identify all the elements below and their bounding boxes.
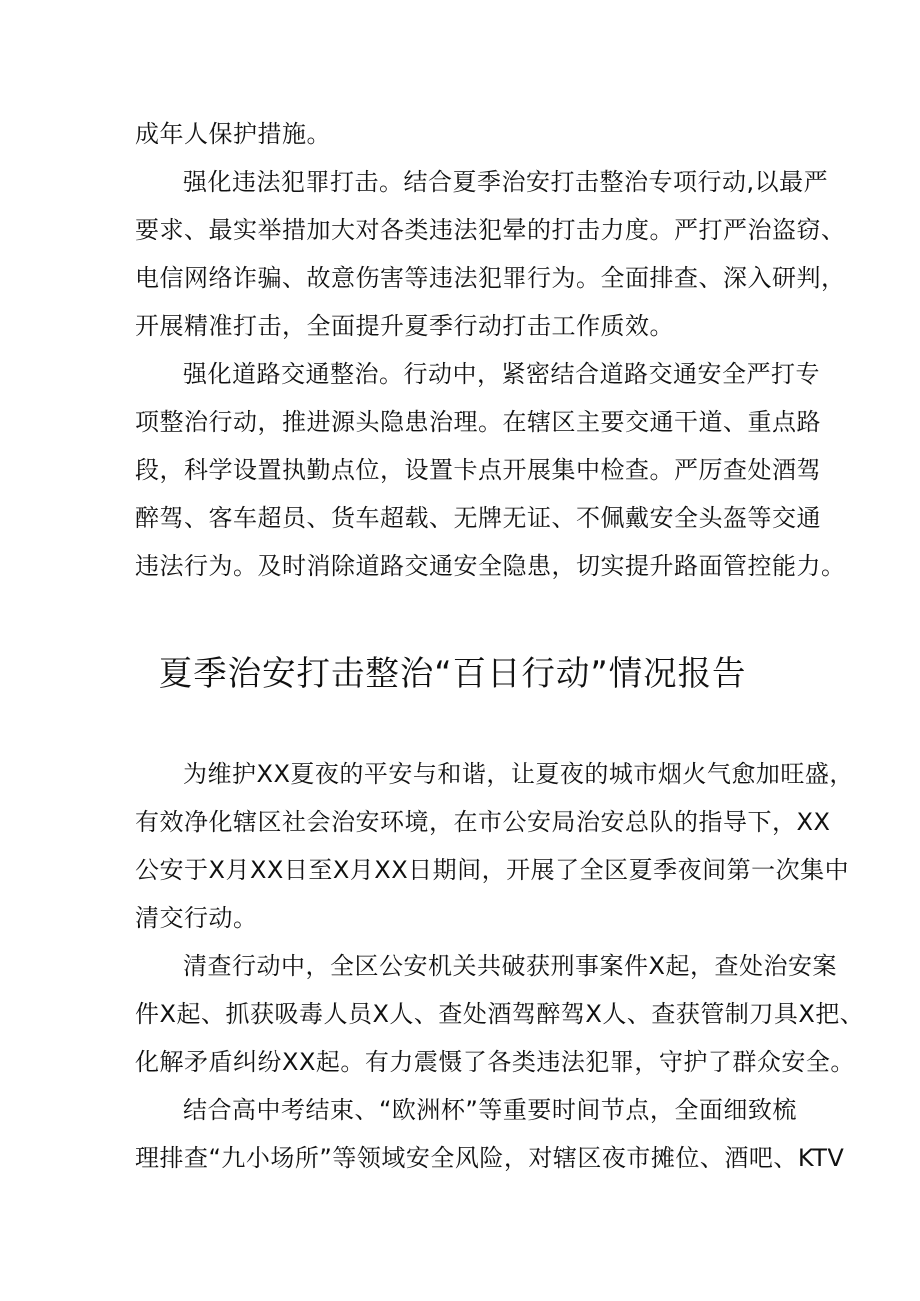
text-line: 电信网络诈骗、故意伤害等违法犯罪行为。全面排查、深入研判，: [135, 264, 846, 292]
text-line: 公安于X月XX日至X月XX日期间，开展了全区夏季夜间第一次集中: [135, 856, 850, 884]
text-line: 成年人保护措施。: [135, 120, 331, 148]
paragraph-start-line: 为维护XX夏夜的平安与和谐，让夏夜的城市烟火气愈加旺盛，: [183, 760, 854, 788]
text-line: 项整治行动，推进源头隐患治理。在辖区主要交通干道、重点路: [135, 408, 821, 436]
text-line: 段，科学设置执勤点位，设置卡点开展集中检查。严厉查处酒驾: [135, 456, 821, 484]
text-line: 清交行动。: [135, 904, 258, 932]
paragraph-start-line: 强化违法犯罪打击。结合夏季治安打击整治专项行动,以最严: [183, 168, 829, 196]
text-line: 违法行为。及时消除道路交通安全隐患，切实提升路面管控能力。: [135, 552, 846, 580]
text-line: 有效净化辖区社会治安环境，在市公安局治安总队的指导下，XX: [135, 808, 831, 836]
text-line: 开展精准打击，全面提升夏季行动打击工作质效。: [135, 312, 674, 340]
text-line: 醉驾、客车超员、货车超载、无牌无证、不佩戴安全头盔等交通: [135, 504, 821, 532]
report-title: 夏季治安打击整治“百日行动”情况报告: [158, 654, 747, 694]
paragraph-start-line: 结合高中考结束、“欧洲杯”等重要时间节点，全面细致梳: [183, 1096, 797, 1124]
text-line: 要求、最实举措加大对各类违法犯晕的打击力度。严打严治盗窃、: [135, 216, 846, 244]
paragraph-start-line: 清查行动中，全区公安机关共破获刑事案件X起，查处治安案: [183, 952, 837, 980]
text-line: 件X起、抓获吸毒人员X人、查处酒驾醉驾X人、查获管制刀具X把、: [135, 1000, 865, 1028]
text-line: 化解矛盾纠纷XX起。有力震慑了各类违法犯罪，守护了群众安全。: [135, 1048, 855, 1076]
text-line: 理排查“九小场所”等领域安全风险，对辖区夜市摊位、酒吧、KTV: [135, 1144, 845, 1172]
paragraph-start-line: 强化道路交通整治。行动中，紧密结合道路交通安全严打专: [183, 360, 820, 388]
